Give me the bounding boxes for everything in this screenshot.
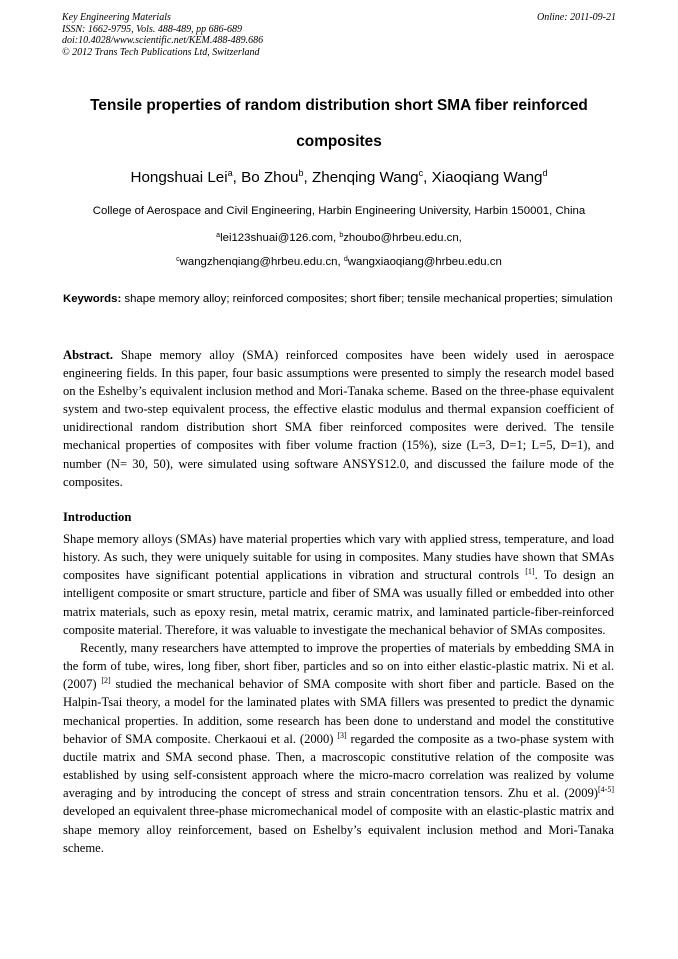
paragraph [63,530,614,639]
journal-header [62,12,263,58]
paper-title [60,88,618,160]
author-sup: a [227,168,233,178]
author-sup: c [418,168,424,178]
email-sup: c [176,256,180,263]
abstract-label: Abstract. [63,348,114,362]
abstract [63,346,614,491]
author-name: Xiaoqiang Wang [431,169,543,186]
email-sup: a [216,232,221,239]
title-line-2: composites [296,133,382,150]
abstract-text: Shape memory alloy (SMA) reinforced composites have been widely used in aerospace engineering fields. In this paper, four basic assumptions were presented to simply the research model based on the Eshelby’s equivalent inclusion method and Mori-Tanaka scheme. Based on the three-phase equivalent system and two-step equivalent process, the effective elastic modulus and thermal expansion coefficient of unidirectional random distribution short SMA fiber reinforced composites were derived. The tensile mechanical properties of composites with fiber volume fraction (15%), size (L=3, D=1; L=5, D=1), and number (N= 30, 50), were simulated using software ANSYS12.0, and discussed the failure mode of the composites. [63,348,614,489]
keywords-label: Keywords: [63,293,122,305]
author-sup: d [542,168,548,178]
paragraph-text: Shape memory alloys (SMAs) have material properties which vary with applied stress, temperature, and load history. As such, they were uniquely suitable for using in composites. Many studies have shown that SMAs composites have significant potential applications in vibration and structural controls [63,532,614,583]
title-line-1: Tensile properties of random distribution short SMA fiber reinforced [90,97,588,114]
email-line-1: $^a$lei123shuai@126.com, $^b$zhoubo@hrbeu.edu.cn, [216,232,462,244]
paragraph-text: Recently, many researchers have attempted to improve the properties of materials by embedding SMA in the form of tube, wires, long fiber, short fiber, particles and so on into either elastic-plastic matrix. Ni et al. (2007) [63,640,614,692]
author-emails [60,226,618,274]
citation-ref[interactable]: [1] [525,567,535,577]
email-address[interactable]: wangxiaoqiang@hrbeu.edu.cn [347,256,502,268]
citation-ref[interactable]: [2] [101,676,111,686]
email-address[interactable]: wangzhenqiang@hrbeu.edu.cn [179,256,338,268]
citation-ref[interactable]: [3] [337,730,347,740]
email-sup: d [343,256,348,263]
paragraph-text: regarded the composite as a two-phase system with ductile matrix and SMA second phase. Then, a macroscopic constitutive relation of the composite was established by using self-consistent approach where the micro-macro correlation was realized by volume averaging and by introducing the concept of stress and strain concentration tensors. Zhu et al. (2009) [63,731,614,801]
email-sup: b [339,232,344,239]
author-name: Hongshuai Lei [130,169,228,186]
paragraph [63,639,614,857]
paragraph-text: developed an equivalent three-phase micromechanical model of composite with an elastic-plastic matrix and shape memory alloy reinforcement, based on Eshelby’s equivalent inclusion method and Mori-Tanaka scheme. [63,804,614,855]
author-name: Zhenqing Wang [311,169,419,186]
section-heading-introduction: Introduction [63,510,132,524]
author-sup: b [298,168,304,178]
email-address[interactable]: lei123shuai@126.com [220,232,333,244]
author-list: Hongshuai Lei$^a$, Bo Zhou$^b$, Zhenqing Wang$^c$, Xiaoqiang Wang$^d$ [130,168,548,186]
keywords-text: shape memory alloy; reinforced composites; short fiber; tensile mechanical properties; simulation [124,293,613,305]
paragraph-text: . To design an intelligent composite or smart structure, particle and fiber of SMA was usually filled or embedded into other matrix materials, such as epoxy resin, metal matrix, ceramic matrix, and laminated particle-fiber-reinforced composite material. Therefore, it was valuable to investigate the mechanical behavior of SMAs composites. [63,568,614,637]
email-address[interactable]: zhoubo@hrbeu.edu.cn [343,232,459,244]
author-name: Bo Zhou [241,169,299,186]
citation-ref[interactable]: [4-5] [598,785,614,795]
issn-line: ISSN: 1662-9795, Vols. 488-489, pp 686-689 [62,23,242,35]
introduction-body [63,530,614,857]
doi-line: doi:10.4028/www.scientific.net/KEM.488-489.686 [62,35,264,46]
affiliation: College of Aerospace and Civil Engineering, Harbin Engineering University, Harbin 150001, China [92,205,586,217]
keywords [63,291,614,308]
copyright-line: © 2012 Trans Tech Publications Ltd, Switzerland [62,46,260,58]
journal-name: Key Engineering Materials [62,12,171,23]
email-line-2: $^c$wangzhenqiang@hrbeu.edu.cn, $^d$wangxiaoqiang@hrbeu.edu.cn [176,256,502,268]
online-date: Online: 2011-09-21 [537,12,616,23]
paragraph-text: studied the mechanical behavior of SMA composite with short fiber and particle. Based on the Halpin-Tsai theory, a model for the laminated plates with SMA fillers was presented to predict the dynamic mechanical properties. In addition, some research has been done to understand and model the constitutive behavior of SMA composite. Cherkaoui et al. (2000) [63,677,614,746]
